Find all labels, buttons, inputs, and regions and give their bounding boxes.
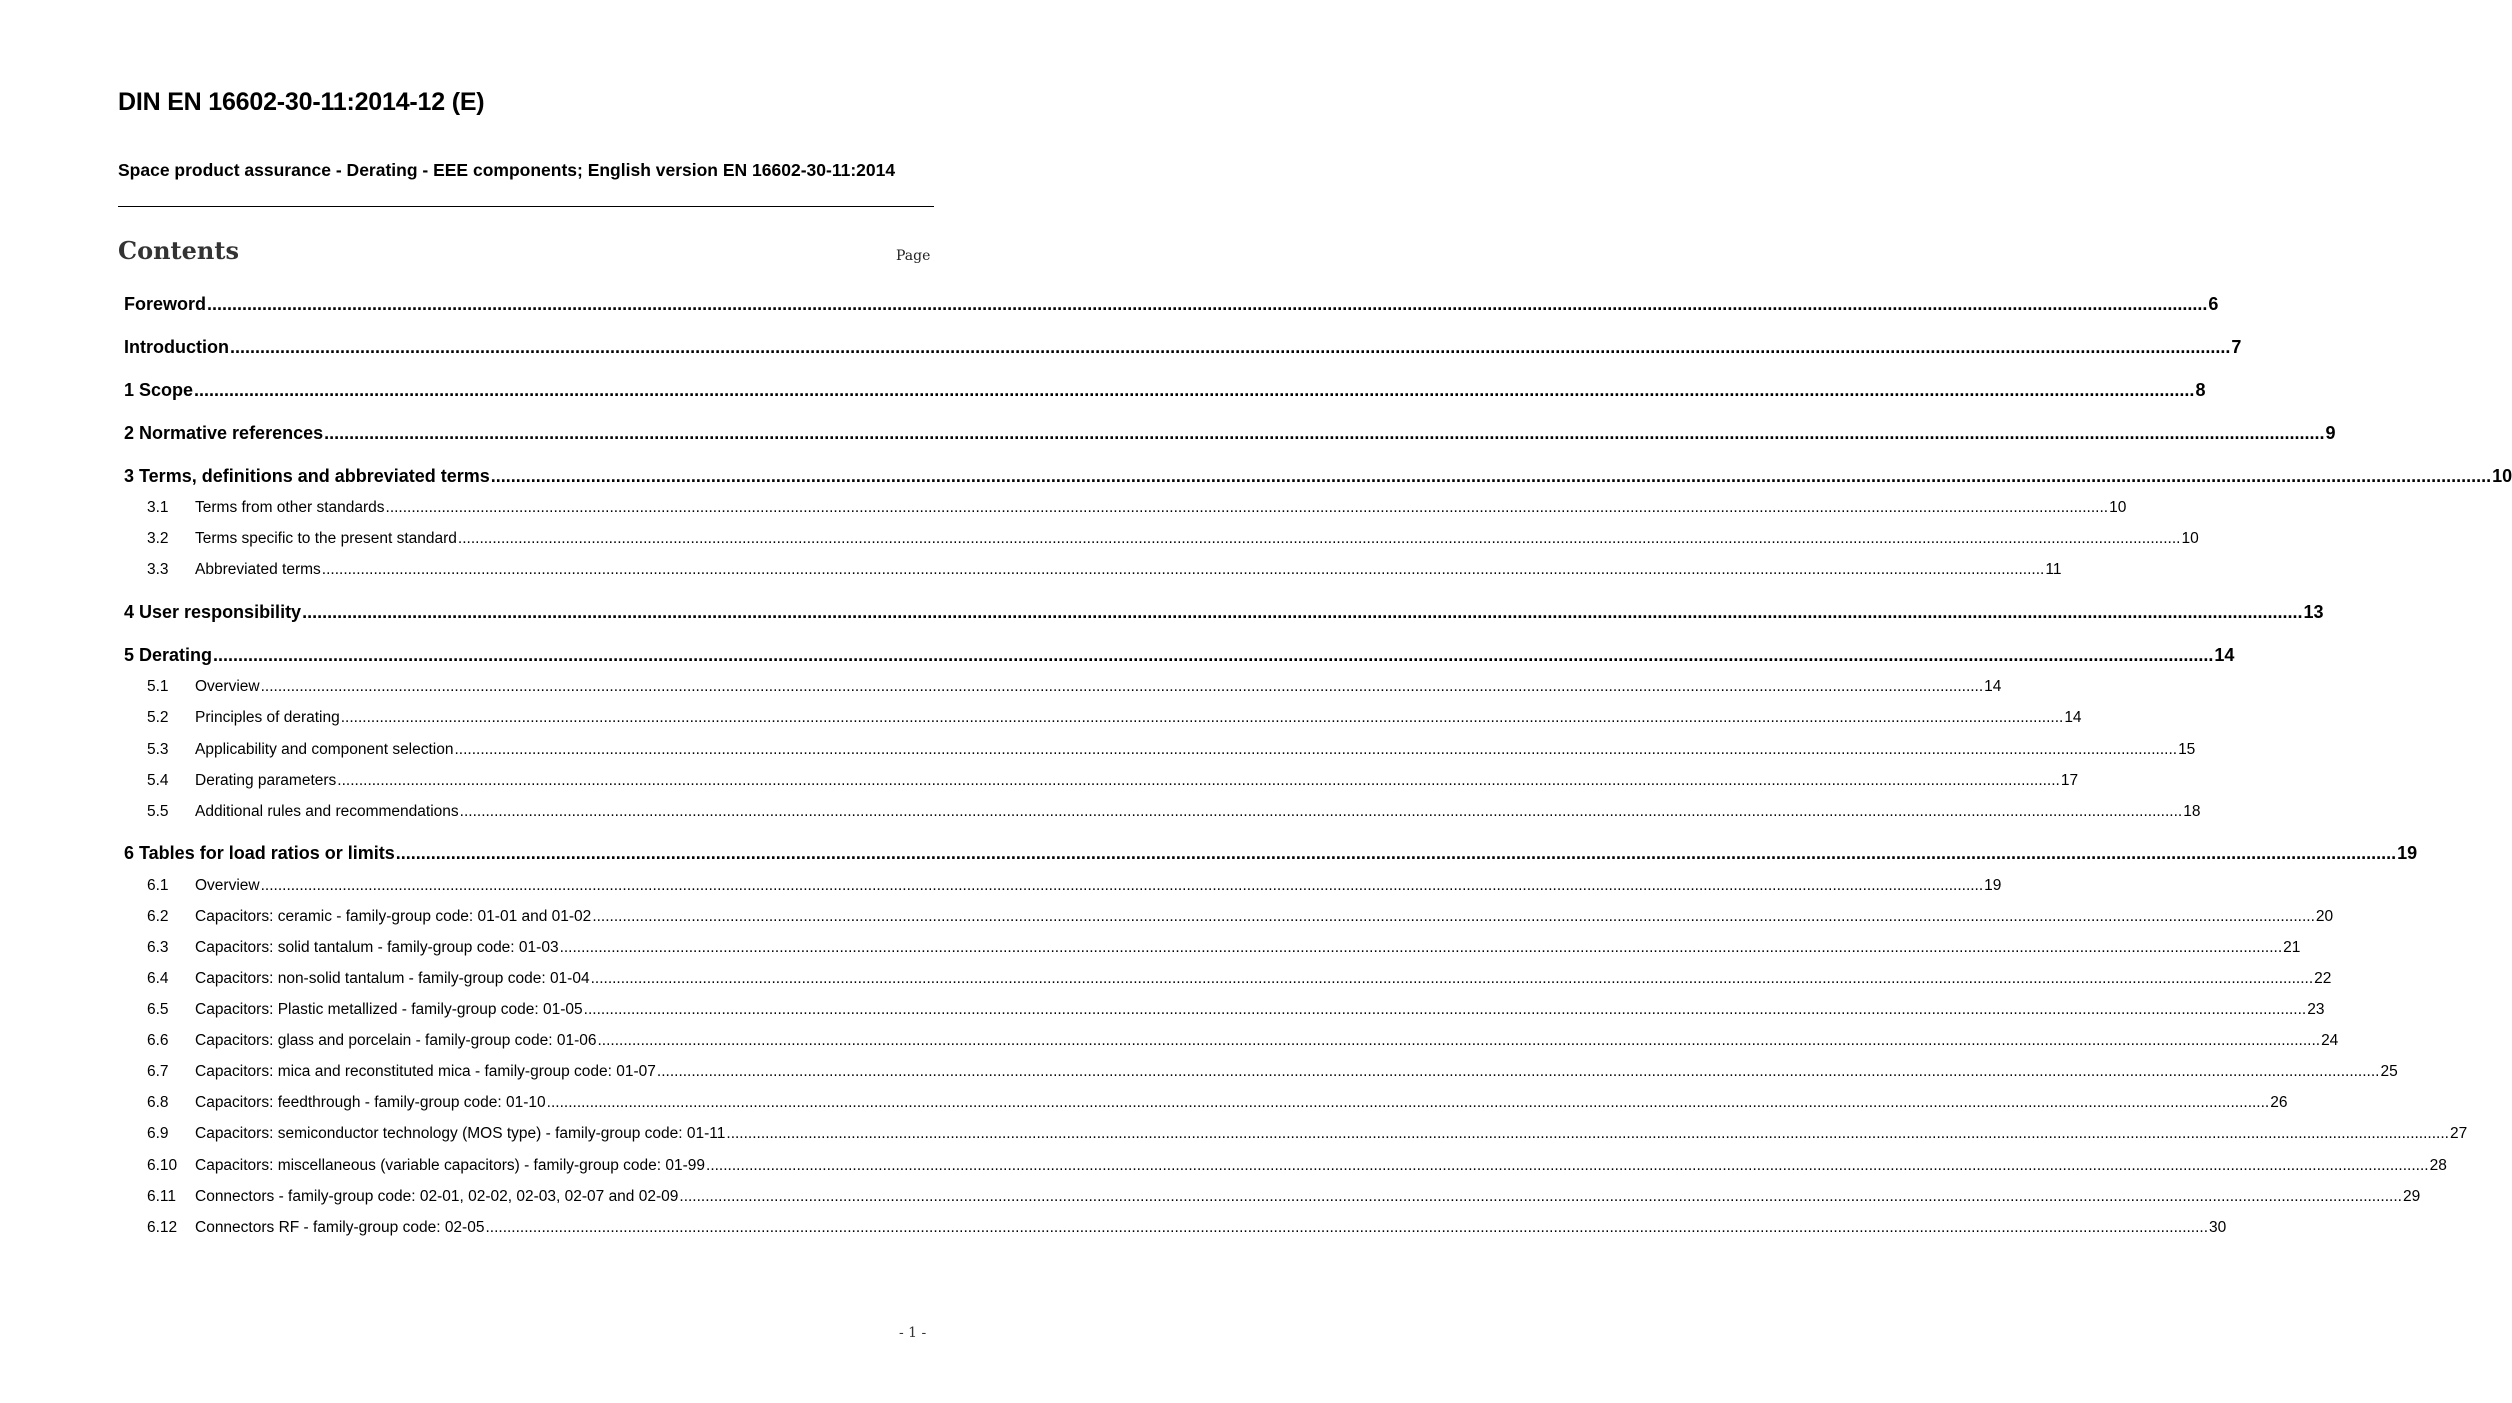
toc-dot-leader: ................................................................................................................................................................................................................................................................................................................................................................................................................: [459, 803, 2183, 820]
toc-entry-title: Derating parameters: [195, 772, 337, 789]
toc-entry-title: Scope: [139, 380, 194, 400]
toc-entry-title: Terms, definitions and abbreviated terms: [139, 466, 490, 486]
toc-entry-title: Derating: [139, 645, 213, 665]
toc-entry-title: Capacitors: feedthrough - family-group code: 01-10: [195, 1094, 546, 1111]
toc-dot-leader: ................................................................................................................................................................................................................................................................................................................................................................................................................: [706, 1157, 2429, 1174]
toc-entry-title: Capacitors: glass and porcelain - family-group code: 01-06: [195, 1032, 597, 1049]
toc-entry[interactable]: [124, 939, 2301, 957]
toc-entry[interactable]: [124, 1063, 2398, 1081]
toc-entry[interactable]: [124, 337, 2242, 358]
toc-entry-page: 24: [2321, 1032, 2339, 1049]
toc-entry-page: 15: [2178, 741, 2196, 758]
toc-entry-number: 6.12: [147, 1219, 178, 1236]
toc-entry[interactable]: [124, 423, 2336, 444]
toc-entry-number: 5.2: [147, 709, 169, 726]
toc-entry-page: 11: [2045, 561, 2062, 578]
toc-entry[interactable]: [124, 1001, 2325, 1019]
toc-entry-page: 21: [2283, 939, 2301, 956]
toc-dot-leader: ................................................................................................................................................................................................................................................................................................................................................................................................................: [395, 843, 2397, 863]
toc-entry-page: 29: [2402, 1188, 2421, 1205]
toc-entry-title: Capacitors: semiconductor technology (MOS type) - family-group code: 01-11: [195, 1125, 726, 1142]
toc-entry-page: 10: [2492, 466, 2512, 486]
toc-dot-leader: ................................................................................................................................................................................................................................................................................................................................................................................................................: [454, 741, 2178, 758]
toc-entry-page: 9: [2325, 423, 2336, 443]
toc-dot-leader: ................................................................................................................................................................................................................................................................................................................................................................................................................: [457, 530, 2181, 547]
toc-entry-number: 3.2: [147, 530, 169, 547]
toc-entry-page: 26: [2270, 1094, 2288, 1111]
footer-page-number: - 1 -: [899, 1325, 927, 1341]
toc-entry-title: Abbreviated terms: [195, 561, 321, 578]
toc-dot-leader: ................................................................................................................................................................................................................................................................................................................................................................................................................: [207, 294, 2208, 314]
header-rule: [118, 206, 934, 207]
toc-entry-number: 6.5: [147, 1001, 169, 1018]
toc-entry-number: 5.3: [147, 741, 169, 758]
toc-entry-page: 23: [2307, 1001, 2325, 1018]
toc-entry[interactable]: [124, 1188, 2421, 1206]
toc-dot-leader: ................................................................................................................................................................................................................................................................................................................................................................................................................: [583, 1001, 2307, 1018]
toc-entry[interactable]: [124, 602, 2324, 623]
toc-entry-title: Terms specific to the present standard: [195, 530, 457, 547]
toc-entry-title: User responsibility: [139, 602, 302, 622]
toc-entry-title: Normative references: [139, 423, 324, 443]
toc-entry-number: 1: [124, 380, 135, 400]
toc-entry-number: 6.4: [147, 970, 169, 987]
toc-dot-leader: ................................................................................................................................................................................................................................................................................................................................................................................................................: [194, 380, 2195, 400]
page-column-label: Page: [896, 248, 931, 264]
toc-entry-number: 3.3: [147, 561, 169, 578]
toc-entry[interactable]: [124, 678, 2002, 696]
toc-dot-leader: ................................................................................................................................................................................................................................................................................................................................................................................................................: [302, 602, 2303, 622]
toc-dot-leader: ................................................................................................................................................................................................................................................................................................................................................................................................................: [656, 1063, 2380, 1080]
toc-entry-page: 6: [2208, 294, 2219, 314]
toc-dot-leader: ................................................................................................................................................................................................................................................................................................................................................................................................................: [260, 877, 1984, 894]
contents-heading: Contents: [118, 236, 239, 265]
toc-entry[interactable]: [124, 709, 2082, 727]
toc-entry-title: Capacitors: non-solid tantalum - family-group code: 01-04: [195, 970, 590, 987]
toc-entry-title: Applicability and component selection: [195, 741, 454, 758]
toc-entry-number: 6: [124, 843, 135, 863]
toc-entry[interactable]: [124, 1219, 2227, 1237]
toc-dot-leader: ................................................................................................................................................................................................................................................................................................................................................................................................................: [590, 970, 2314, 987]
toc-entry-title: Principles of derating: [195, 709, 340, 726]
toc-entry-title: Foreword: [124, 294, 207, 314]
toc-dot-leader: ................................................................................................................................................................................................................................................................................................................................................................................................................: [559, 939, 2283, 956]
toc-entry-number: 6.1: [147, 877, 169, 894]
toc-dot-leader: ................................................................................................................................................................................................................................................................................................................................................................................................................: [385, 499, 2109, 516]
toc-entry-title: Additional rules and recommendations: [195, 803, 459, 820]
toc-entry-number: 5.5: [147, 803, 169, 820]
toc-entry-page: 20: [2315, 908, 2334, 925]
toc-entry[interactable]: [124, 970, 2332, 988]
toc-dot-leader: ................................................................................................................................................................................................................................................................................................................................................................................................................: [340, 709, 2064, 726]
toc-entry[interactable]: [124, 1032, 2339, 1050]
toc-entry[interactable]: [124, 1125, 2468, 1143]
toc-entry-title: Overview: [195, 877, 260, 894]
toc-entry-title: Capacitors: mica and reconstituted mica - family-group code: 01-07: [195, 1063, 656, 1080]
toc-entry-page: 7: [2231, 337, 2242, 357]
toc-entry-page: 13: [2303, 602, 2324, 622]
toc-entry-number: 5: [124, 645, 135, 665]
toc-entry-number: 6.10: [147, 1157, 178, 1174]
toc-entry-page: 19: [2397, 843, 2418, 863]
toc-entry-number: 6.8: [147, 1094, 169, 1111]
toc-entry-number: 5.4: [147, 772, 169, 789]
toc-entry[interactable]: [124, 530, 2199, 548]
toc-entry[interactable]: [124, 561, 2062, 579]
toc-entry-number: 6.6: [147, 1032, 169, 1049]
toc-entry-page: 27: [2449, 1125, 2468, 1142]
toc-entry-page: 14: [1984, 678, 2002, 695]
toc-dot-leader: ................................................................................................................................................................................................................................................................................................................................................................................................................: [213, 645, 2214, 665]
toc-dot-leader: ................................................................................................................................................................................................................................................................................................................................................................................................................: [485, 1219, 2209, 1236]
toc-entry-number: 3.1: [147, 499, 169, 516]
toc-entry-title: Capacitors: miscellaneous (variable capacitors) - family-group code: 01-99: [195, 1157, 706, 1174]
toc-entry-number: 6.7: [147, 1063, 169, 1080]
toc-entry-page: 14: [2214, 645, 2235, 665]
toc-entry-number: 3: [124, 466, 135, 486]
toc-dot-leader: ................................................................................................................................................................................................................................................................................................................................................................................................................: [546, 1094, 2270, 1111]
toc-dot-leader: ................................................................................................................................................................................................................................................................................................................................................................................................................: [490, 466, 2492, 486]
toc-dot-leader: ................................................................................................................................................................................................................................................................................................................................................................................................................: [260, 678, 1984, 695]
toc-entry-title: Capacitors: ceramic - family-group code: 01-01 and 01-02: [195, 908, 592, 925]
toc-dot-leader: ................................................................................................................................................................................................................................................................................................................................................................................................................: [337, 772, 2060, 789]
toc-entry-page: 14: [2064, 709, 2082, 726]
document-title: DIN EN 16602-30-11:2014-12 (E): [118, 88, 485, 116]
toc-entry[interactable]: [124, 1157, 2447, 1175]
toc-entry[interactable]: [124, 843, 2418, 864]
toc-entry[interactable]: [124, 294, 2219, 315]
toc-entry-page: 25: [2380, 1063, 2398, 1080]
toc-dot-leader: ................................................................................................................................................................................................................................................................................................................................................................................................................: [229, 337, 2231, 357]
toc-entry-page: 28: [2429, 1157, 2447, 1174]
toc-entry[interactable]: [124, 908, 2334, 926]
toc-entry[interactable]: [124, 803, 2201, 821]
toc-entry-number: 5.1: [147, 678, 169, 695]
toc-dot-leader: ................................................................................................................................................................................................................................................................................................................................................................................................................: [592, 908, 2315, 925]
toc-entry-title: Introduction: [124, 337, 229, 357]
toc-entry-page: 8: [2195, 380, 2206, 400]
toc-entry[interactable]: [124, 877, 2002, 895]
toc-entry-page: 17: [2060, 772, 2079, 789]
toc-entry-page: 19: [1984, 877, 2002, 894]
toc-dot-leader: ................................................................................................................................................................................................................................................................................................................................................................................................................: [321, 561, 2045, 578]
toc-dot-leader: ................................................................................................................................................................................................................................................................................................................................................................................................................: [324, 423, 2325, 443]
toc-entry-number: 6.11: [147, 1188, 177, 1205]
toc-entry-number: 6.3: [147, 939, 169, 956]
toc-entry-number: 6.9: [147, 1125, 169, 1142]
toc-dot-leader: ................................................................................................................................................................................................................................................................................................................................................................................................................: [679, 1188, 2402, 1205]
toc-entry-page: 10: [2181, 530, 2199, 547]
toc-entry-number: 2: [124, 423, 135, 443]
toc-entry-title: Connectors RF - family-group code: 02-05: [195, 1219, 485, 1236]
toc-entry[interactable]: [124, 645, 2235, 666]
toc-entry[interactable]: [124, 499, 2127, 517]
document-subtitle: Space product assurance - Derating - EEE components; English version EN 16602-30-11:2014: [118, 160, 896, 180]
toc-entry-title: Capacitors: solid tantalum - family-group code: 01-03: [195, 939, 559, 956]
toc-entry-page: 22: [2314, 970, 2332, 987]
toc-dot-leader: ................................................................................................................................................................................................................................................................................................................................................................................................................: [726, 1125, 2449, 1142]
toc-entry[interactable]: [124, 741, 2196, 759]
toc-entry-title: Connectors - family-group code: 02-01, 02-02, 02-03, 02-07 and 02-09: [195, 1188, 679, 1205]
toc-dot-leader: ................................................................................................................................................................................................................................................................................................................................................................................................................: [597, 1032, 2321, 1049]
toc-entry-page: 10: [2109, 499, 2127, 516]
toc-entry-title: Capacitors: Plastic metallized - family-group code: 01-05: [195, 1001, 583, 1018]
toc-entry-title: Tables for load ratios or limits: [139, 843, 395, 863]
toc-entry-page: 30: [2209, 1219, 2227, 1236]
toc-entry[interactable]: [124, 1094, 2288, 1112]
toc-entry[interactable]: [124, 466, 2512, 487]
toc-entry-page: 18: [2183, 803, 2201, 820]
toc-entry-number: 6.2: [147, 908, 169, 925]
toc-entry-title: Overview: [195, 678, 260, 695]
toc-entry[interactable]: [124, 772, 2079, 790]
toc-entry[interactable]: [124, 380, 2206, 401]
toc-entry-number: 4: [124, 602, 135, 622]
toc-entry-title: Terms from other standards: [195, 499, 385, 516]
